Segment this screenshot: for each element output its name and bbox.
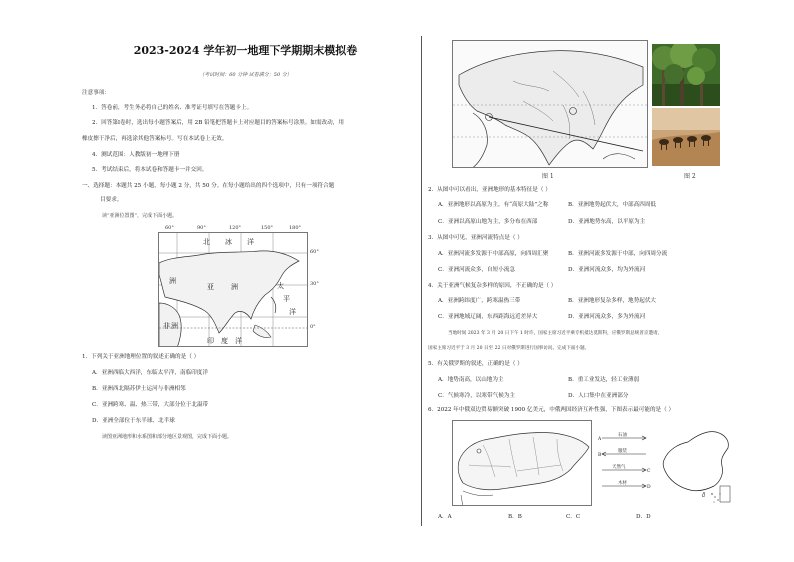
map-label: 冰 xyxy=(225,238,232,246)
trade-diagram xyxy=(598,432,652,494)
q1-option-c: C．亚洲跨寒、温、热三带，大部分位于北温带 xyxy=(92,402,209,408)
notes-heading: 注意事项： xyxy=(82,90,110,96)
trade-label-oil: 石油 xyxy=(618,433,627,438)
map-label: 度 xyxy=(221,337,228,345)
trade-label-b: B xyxy=(598,453,602,458)
q5-option-c: C．气候寒冷，以寒带气候为主 xyxy=(438,393,515,399)
q6-stem: 6．2022 年中俄双边贸易额突破 1900 亿美元，中俄两国经济互补性强，下图表示最可能的是（ ） xyxy=(428,407,675,413)
map-degree: 180° xyxy=(289,225,302,231)
q1-option-d: D．亚洲全部位于东半球、北半球 xyxy=(92,418,175,424)
note-item: 4．测试范围：人教版初一地理下册 xyxy=(92,152,180,158)
q5-intro-line2: 国家主席习近平于 3 月 20 日至 22 日对俄罗斯进行国事访问。完成下面小题。 xyxy=(428,346,590,351)
map-label: 亚 xyxy=(207,283,214,291)
china-map xyxy=(658,424,736,506)
trade-label-a: A xyxy=(598,437,602,442)
q2-option-a: A．亚洲地形以高原为主，有“高原大陆”之称 xyxy=(438,202,549,208)
fig1-label: 图 1 xyxy=(542,173,554,180)
q2-stem: 2．从图中可以看出，亚洲地形的基本特征是（ ） xyxy=(428,187,551,193)
map-label: 洲 xyxy=(171,322,178,330)
fig2-label: 图 2 xyxy=(684,173,696,180)
right-column xyxy=(428,0,758,562)
q1-option-b: B．亚洲西北隔苏伊士运河与非洲相邻 xyxy=(92,386,186,392)
q5-option-b: B．重工业发达，轻工业薄弱 xyxy=(568,377,640,383)
section-heading: 一、选择题：本题共 25 小题，每小题 2 分，共 50 分。在每小题给出的四个选项中，只有一项符合题 xyxy=(82,183,335,189)
q4-option-c: C．亚洲地域辽阔，东西距海远近差异大 xyxy=(438,314,538,320)
q3-option-c: C．亚洲河流众多，自短小流急 xyxy=(438,267,515,273)
map-degree: 0° xyxy=(310,324,316,330)
map-label: 洋 xyxy=(235,337,242,345)
q5-option-d: D．人口集中在亚洲部分 xyxy=(568,393,629,399)
desert-camel-photo xyxy=(652,108,720,166)
q6-option-b: B．B xyxy=(508,514,522,520)
q4-option-b: B．亚洲地形复杂多样，地势起伏大 xyxy=(568,298,657,304)
map-degree: 30° xyxy=(310,281,319,287)
note-item: 1．答卷前，考生务必将自己的姓名、准考证号填写在答题卡上。 xyxy=(92,105,253,111)
map-label: 非 xyxy=(163,322,170,330)
asia-terrain-map xyxy=(452,40,648,168)
section-heading-cont: 目要求。 xyxy=(100,197,123,203)
q2-option-b: B．亚洲地势起伏大，中部高四周低 xyxy=(568,202,657,208)
map-label: 洋 xyxy=(289,308,296,316)
column-divider xyxy=(421,36,422,526)
q5-intro-line1: 当地时间 2023 年 3 月 20 日下午 1 时许，国家主席习近平乘专机抵达莫斯科，应俄罗斯总统普京邀请， xyxy=(448,331,663,336)
trade-label-gas: 天然气 xyxy=(612,465,626,470)
q4-stem: 4．关于亚洲气候复杂多样的原因，不正确的是（ ） xyxy=(428,283,557,289)
q4-option-d: D．亚洲河流众多，多为外流河 xyxy=(568,314,646,320)
q4-option-a: A．亚洲跨纬度广，跨寒温热三带 xyxy=(438,298,521,304)
q5-stem: 5．有关俄罗斯的叙述，正确的是（ ） xyxy=(428,361,523,367)
map-degree: 60° xyxy=(310,249,319,255)
q6-option-a: A．A xyxy=(438,514,452,520)
trade-label-clothes: 服装 xyxy=(618,449,627,454)
forest-photo xyxy=(652,44,720,106)
q2-intro: 读图亚洲地形和水系图和部分地区景观图，完成下面小题。 xyxy=(102,434,233,440)
map-degree: 120° xyxy=(229,225,242,231)
map-intro: 读“亚洲位置图”，完成下面小题。 xyxy=(102,213,178,219)
trade-label-wood: 木材 xyxy=(618,481,627,486)
q2-option-c: C．亚洲以高原山地为主，多分布在西部 xyxy=(438,219,538,225)
russia-map xyxy=(452,420,592,506)
note-item: 橡皮擦干净后，再选涂其他答案标号。写在本试卷上无效。 xyxy=(82,136,228,142)
map-degree: 90° xyxy=(197,225,206,231)
exam-info: （考试时间：60 分钟 试卷满分：50 分） xyxy=(199,72,292,78)
q3-stem: 3．从图中可见，亚洲河流特点是（ ） xyxy=(428,235,523,241)
trade-label-c: C xyxy=(647,469,651,474)
left-column xyxy=(78,0,413,562)
q1-option-a: A．亚洲西临大西洋，东临太平洋，南临印度洋 xyxy=(92,370,208,376)
note-item: 5．考试结束后，将本试卷和答题卡一并交回。 xyxy=(92,167,208,173)
map-degree: 60° xyxy=(165,225,174,231)
map-degree: 150° xyxy=(261,225,274,231)
map-label: 洲 xyxy=(231,283,238,291)
map-label: 北 xyxy=(203,238,210,246)
map-label: 太 xyxy=(277,282,284,290)
q5-option-a: A．地势南高，以山地为主 xyxy=(438,377,504,383)
asia-location-map xyxy=(158,232,308,347)
q3-option-a: A．亚洲河流多发源于中部高原，向四周汇聚 xyxy=(438,251,549,257)
q6-option-c: C．C xyxy=(566,514,581,520)
q2-option-d: D．亚洲地势东高，以平原为主 xyxy=(568,219,646,225)
note-item: 2．回答第Ⅰ卷时，选出每小题答案后，用 2B 铅笔把答题卡上对应题目的答案标号涂黑。如需改动，用 xyxy=(92,120,344,126)
q3-option-b: B．亚洲河流多发源于中部，向四周分流 xyxy=(568,251,668,257)
map-label: 洲 xyxy=(169,277,176,285)
trade-label-d: D xyxy=(647,485,651,490)
map-label: 印 xyxy=(207,337,214,345)
q3-option-d: D．亚洲河流众多，均为外流河 xyxy=(568,267,646,273)
map-label: 洋 xyxy=(247,238,254,246)
page-title: 2023-2024 学年初一地理下学期期末模拟卷 xyxy=(133,44,358,57)
q1-stem: 1．下列关于亚洲地理位置的叙述正确的是（ ） xyxy=(82,354,200,360)
map-label: 平 xyxy=(283,295,290,303)
q6-option-d: D．D xyxy=(636,514,651,520)
